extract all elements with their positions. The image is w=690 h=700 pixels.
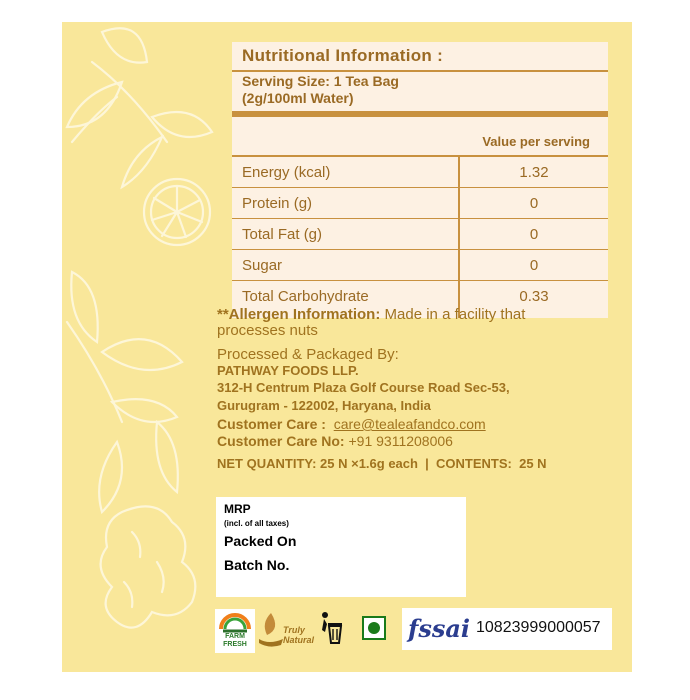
- nutrient-label: Protein (g): [242, 195, 313, 212]
- allergen-text-line2: processes nuts: [217, 322, 318, 339]
- nutrient-label: Total Carbohydrate: [242, 288, 369, 305]
- address-line2: Gurugram - 122002, Haryana, India: [217, 398, 431, 413]
- nutrient-value: 0: [529, 257, 539, 274]
- farm-fresh-line1: FARM: [225, 633, 245, 640]
- nutrition-table: [232, 42, 608, 318]
- nutrition-row: [232, 188, 608, 219]
- customer-care-number-label: Customer Care No:: [217, 433, 345, 449]
- fssai-license: [402, 608, 612, 650]
- dispose-in-bin-icon: [318, 610, 344, 646]
- farm-fresh-icon: [215, 609, 255, 633]
- mrp-box: [216, 497, 466, 597]
- fssai-number: 10823999000057: [476, 619, 601, 636]
- address-line1: 312-H Centrum Plaza Golf Course Road Sec-53,: [217, 380, 510, 395]
- nutrient-label: Sugar: [242, 257, 283, 274]
- allergen-label: **Allergen Information:: [217, 306, 381, 323]
- farm-fresh-badge: [215, 609, 255, 653]
- customer-care-label: Customer Care :: [217, 416, 326, 432]
- nutrition-title: Nutritional Information :: [242, 46, 444, 65]
- tea-branch-icon: [67, 28, 212, 187]
- truly-natural-line1: Truly: [283, 625, 305, 635]
- company-name: PATHWAY FOODS LLP.: [217, 363, 359, 378]
- lemon-slice-icon: [144, 179, 210, 245]
- customer-care-number: [217, 433, 453, 449]
- nutrient-value: 1.32: [519, 164, 549, 181]
- mrp-incl-taxes: (incl. of all taxes): [224, 519, 289, 528]
- fssai-logo: fssai: [408, 614, 471, 643]
- nutrient-value: 0: [529, 195, 539, 212]
- nutrition-row: [232, 219, 608, 250]
- processed-by: Processed & Packaged By:: [217, 346, 399, 363]
- divider-thick: [232, 111, 608, 117]
- value-header: Value per serving: [482, 134, 590, 149]
- batch-no-label: Batch No.: [224, 557, 290, 573]
- veg-mark: [362, 616, 386, 640]
- allergen-text: Made in a facility that: [384, 306, 526, 323]
- serving-size: Serving Size: 1 Tea Bag: [242, 73, 399, 89]
- customer-care-phone: +91 9311208006: [348, 433, 453, 449]
- farm-fresh-line2: FRESH: [223, 641, 247, 648]
- truly-natural-line2: Natural: [283, 635, 315, 645]
- nutrient-value: 0.33: [519, 288, 549, 305]
- veg-dot-icon: [368, 622, 380, 634]
- allergen-info: [217, 306, 525, 323]
- nutrition-row: [232, 250, 608, 281]
- serving-size-detail: (2g/100ml Water): [242, 90, 354, 106]
- customer-care-email[interactable]: care@tealeafandco.com: [333, 416, 486, 432]
- nutrition-row: [232, 157, 608, 188]
- truly-natural-badge: [257, 607, 317, 653]
- leaf-hand-icon: [257, 609, 285, 649]
- customer-care: [217, 416, 486, 432]
- nutrient-value: 0: [529, 226, 539, 243]
- net-quantity: NET QUANTITY: 25 N ×1.6g each | CONTENTS: 25 N: [217, 456, 547, 471]
- packed-on-label: Packed On: [224, 533, 297, 549]
- tea-leaves-icon: [67, 272, 182, 512]
- label-panel: [62, 22, 632, 672]
- divider: [232, 70, 608, 72]
- nutrient-label: Total Fat (g): [242, 226, 323, 243]
- nutrient-label: Energy (kcal): [242, 164, 331, 181]
- mrp-label: MRP: [224, 502, 251, 516]
- ginger-icon: [101, 506, 196, 627]
